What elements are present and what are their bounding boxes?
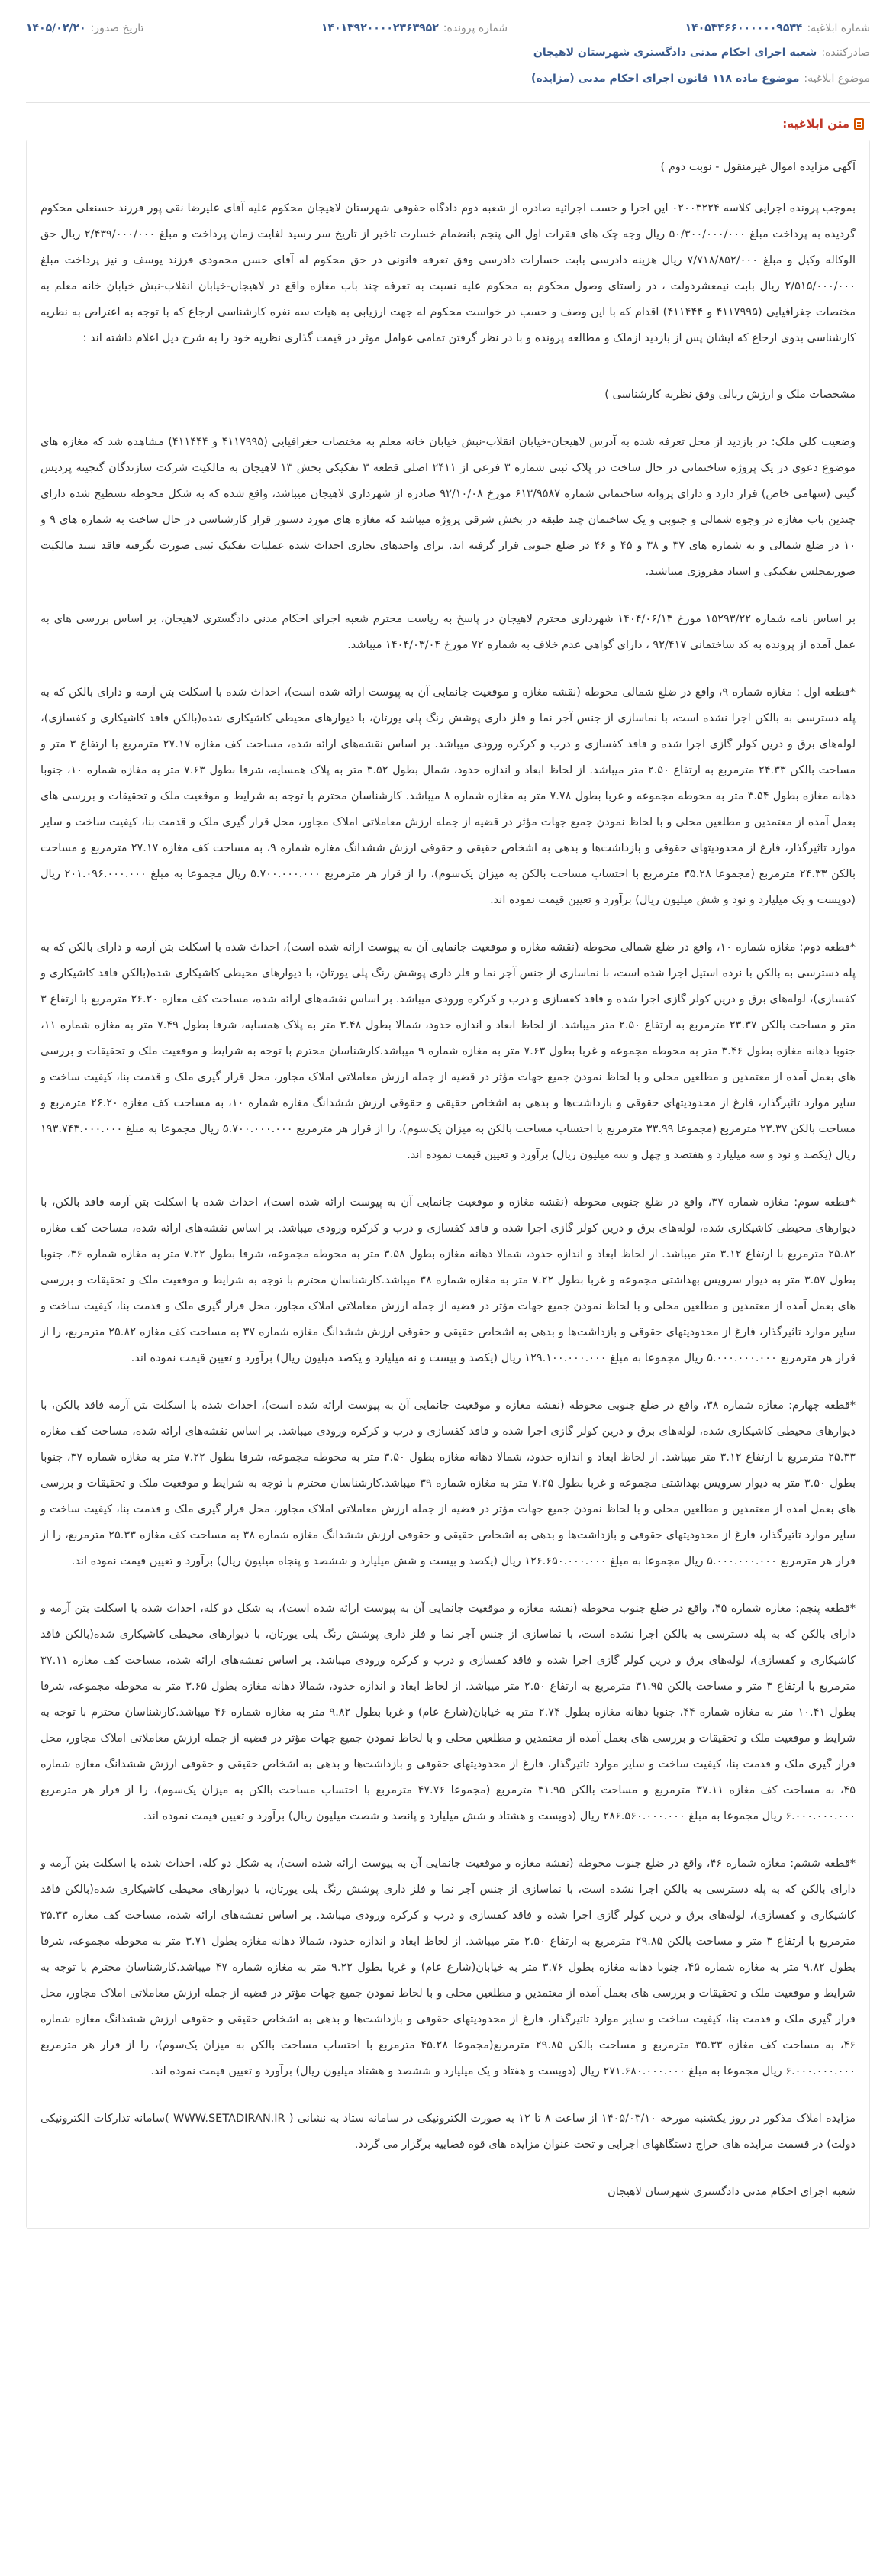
issuer-label: صادرکننده: xyxy=(821,47,870,59)
issue-date-label: تاریخ صدور: xyxy=(90,22,144,34)
intro-heading: آگهی مزایده اموال غیرمنقول - نوبت دوم ) xyxy=(660,161,856,173)
municipality-letter-paragraph: بر اساس نامه شماره ۱۵۲۹۳/۲۲ مورخ ۱۴۰۴/۰۶/۱۳ شهرداری محترم لاهیجان در پاسخ به ریاست محترم شعبه اجرای احکام مدنی دادگستری لاهیجان، بر اساس بررسی های به عمل آمده از پرونده به کد ساختمانی ۹۲/۴۱۷ ، دارای گواهی عدم خلاف به شماره ۷۲ مورخ ۱۴۰۴/۰۳/۰۴ میباشد. xyxy=(40,613,856,651)
lot-1-paragraph: *قطعه اول : مغازه شماره ۹، واقع در ضلع شمالی محوطه (نقشه مغازه و موقعیت جانمایی آن به پیوست ارائه شده است)، احداث شده با اسکلت بتن آرمه و دارای بالکن که به پله دسترسی به بالکن اجرا نشده است، با نماسازی از جنس آجر نما و فلز داری پوشش رنگ پلی یورتان، با دیوارهای محیطی کاشیکاری شده(بالکن فاقد کاشیکاری و کفسازی)، لوله‌های برق و درین کولر گازی اجرا شده و فاقد کفسازی و درب و کرکره ورودی میباشد. بر اساس نقشه‌های ارائه شده، مساحت کف مغازه ۲۷.۱۷ مترمربع با ارتفاع ۳ متر و مساحت بالکن ۲۴.۳۳ مترمربع به ارتفاع ۲.۵۰ متر میباشد. از لحاظ ابعاد و اندازه حدود، شمال بطول ۳.۵۲ متر به پلاک همسایه، شرقا بطول ۷.۶۳ متر به مغازه شماره ۱۰، جنوبا دهانه مغازه بطول ۳.۵۴ متر به محوطه مجموعه و غربا بطول ۷.۷۸ متر به مغازه شماره ۸ میباشد. کارشناسان محترم با توجه به شرایط و موقعیت ملک و تحقیقات و بررسی های بعمل آمده از معتمدین و مطلعین محلی و با لحاظ نمودن جمیع جهات مؤثر در قضیه از جمله ارزش معاملاتی املاک مجاور، محل قرار گیری ملک و قدمت بنا، کیفیت ساخت و سایر موارد تاثیرگذار، فارغ از محدودیتهای حقوقی و بازداشت‌ها و بدهی به اشخاص حقیقی و حقوقی ارزش ششدانگ مغازه شماره ۹، به مساحت کف مغازه ۲۷.۱۷ مترمربع و مساحت بالکن ۲۴.۳۳ مترمربع (مجموعا ۳۵.۲۸ مترمربع با احتساب مساحت بالکن به میزان یک‌سوم)، را از قرار هر مترمربع ۵.۷۰۰.۰۰۰.۰۰۰ ریال مجموعا به مبلغ ۲۰۱.۰۹۶.۰۰۰.۰۰۰ ریال (دویست و یک میلیارد و نود و شش میلیون ریال) برآورد و تعیین قیمت نموده اند. xyxy=(40,686,856,906)
document-icon xyxy=(854,118,864,130)
notice-text-title: متن ابلاغیه: xyxy=(782,117,849,131)
lot-2-paragraph: *قطعه دوم: مغازه شماره ۱۰، واقع در ضلع شمالی محوطه (نقشه مغازه و موقعیت جانمایی آن به پیوست ارائه شده است)، احداث شده با اسکلت بتن آرمه و دارای بالکن که به پله دسترسی به بالکن با نرده استیل اجرا شده است، با نماسازی از جنس آجر نما و فلز داری پوشش رنگ پلی یورتان، با دیوارهای محیطی کاشیکاری شده(بالکن فاقد کاشیکاری و کفسازی)، لوله‌های برق و درین کولر گازی اجرا شده و فاقد کفسازی و درب و کرکره ورودی میباشد. بر اساس نقشه‌های ارائه شده، مساحت کف مغازه ۲۶.۲۰ مترمربع با ارتفاع ۳ متر و مساحت بالکن ۲۳.۳۷ مترمربع به ارتفاع ۲.۵۰ متر میباشد. از لحاظ ابعاد و اندازه حدود، شمالا بطول ۳.۴۸ متر به پلاک همسایه، شرقا بطول ۷.۴۹ متر به مغازه شماره ۱۱، جنوبا دهانه مغازه بطول ۳.۴۶ متر به محوطه مجموعه و غربا بطول ۷.۶۳ متر به مغازه شماره ۹ میباشد.کارشناسان محترم با توجه به شرایط و موقعیت ملک و تحقیقات و بررسی های بعمل آمده از معتمدین و مطلعین محلی و با لحاظ نمودن جمیع جهات مؤثر در قضیه از جمله ارزش معاملاتی املاک مجاور، محل قرار گیری ملک و قدمت بنا، کیفیت ساخت و سایر موارد تاثیرگذار، فارغ از محدودیتهای حقوقی و بازداشت‌ها و بدهی به اشخاص حقیقی و حقوقی ارزش ششدانگ مغازه شماره ۱۰، به مساحت کف مغازه ۲۶.۲۰ مترمربع و مساحت بالکن ۲۳.۳۷ مترمربع (مجموعا ۳۳.۹۹ مترمربع با احتساب مساحت بالکن به میزان یک‌سوم)، را از قرار هر مترمربع ۵.۷۰۰.۰۰۰.۰۰۰ ریال مجموعا به مبلغ ۱۹۳.۷۴۳.۰۰۰.۰۰۰ ریال (یکصد و نود و سه میلیارد و هفتصد و چهل و سه میلیون ریال) برآورد و تعیین قیمت نموده اند. xyxy=(40,941,856,1161)
subject-value: موضوع ماده ۱۱۸ قانون اجرای احکام مدنی (مزایده) xyxy=(531,73,800,85)
lot-6-paragraph: *قطعه ششم: مغازه شماره ۴۶، واقع در ضلع جنوب محوطه (نقشه مغازه و موقعیت جانمایی آن به پیوست ارائه شده است)، به شکل دو کله، احداث شده با اسکلت بتن آرمه و دارای بالکن که به پله دسترسی به بالکن اجرا نشده است، با نماسازی از جنس آجر نما و فلز داری پوشش رنگ پلی یورتان، با دیوارهای محیطی کاشیکاری شده(بالکن فاقد کاشیکاری و کفسازی)، لوله‌های برق و درین کولر گازی اجرا شده و فاقد کفسازی و درب و کرکره ورودی میباشد. بر اساس نقشه‌های ارائه شده، مساحت کف مغازه ۳۵.۳۳ مترمربع با ارتفاع ۳ متر و مساحت بالکن ۲۹.۸۵ مترمربع به ارتفاع ۲.۵۰ متر میباشد. از لحاظ ابعاد و اندازه حدود، شمالا دهانه مغازه بطول ۳.۷۱ متر به محوطه مجموعه، شرقا بطول ۹.۸۲ متر به مغازه شماره ۴۵، جنوبا دهانه مغازه بطول ۳.۷۶ متر به خیابان(شارع عام) و غربا بطول ۹.۲۲ متر به مغازه شماره ۴۷ میباشد.کارشناسان محترم با توجه به شرایط و موقعیت ملک و تحقیقات و بررسی های بعمل آمده از معتمدین و مطلعین محلی و با لحاظ نمودن جمیع جهات مؤثر در قضیه از جمله ارزش معاملاتی املاک مجاور، محل قرار گیری ملک و قدمت بنا، کیفیت ساخت و سایر موارد تاثیرگذار، فارغ از محدودیتهای حقوقی و بازداشت‌ها و بدهی به اشخاص حقیقی و حقوقی ارزش ششدانگ مغازه شماره ۴۶، به مساحت کف مغازه ۳۵.۳۳ مترمربع و مساحت بالکن ۲۹.۸۵ مترمربع(مجموعا ۴۵.۲۸ مترمربع با احتساب مساحت بالکن به میزان یک‌سوم)، را از قرار هر مترمربع ۶.۰۰۰.۰۰۰.۰۰۰ ریال مجموعا به مبلغ ۲۷۱.۶۸۰.۰۰۰.۰۰۰ ریال (دویست و هفتاد و یک میلیارد و ششصد و هشتاد میلیون ریال) برآورد و تعیین قیمت نموده اند. xyxy=(40,1858,856,2077)
auction-info-paragraph: مزایده املاک مذکور در روز یکشنبه مورخه ۱۴۰۵/۰۳/۱۰ از ساعت ۸ تا ۱۲ به صورت الکترونیکی در سامانه ستاد به نشانی ( WWW.SETADIRAN.IR )سامانه تدارکات الکترونیکی دولت) در قسمت مزایده های حراج دستگاههای اجرایی و تحت عنوان مزایده های قوه قضاییه برگزار می گردد. xyxy=(40,2113,856,2151)
subject-line xyxy=(26,66,870,92)
case-number-label: شماره پرونده: xyxy=(443,22,508,34)
lot-3-paragraph: *قطعه سوم: مغازه شماره ۳۷، واقع در ضلع جنوبی محوطه (نقشه مغازه و موقعیت جانمایی آن به پیوست ارائه شده است)، احداث شده با اسکلت بتن آرمه فاقد بالکن، با دیوارهای محیطی کاشیکاری شده، لوله‌های برق و درین کولر گازی اجرا شده و فاقد کفسازی و درب و کرکره ورودی میباشد. بر اساس نقشه‌های ارائه شده، مساحت کف مغازه ۲۵.۸۲ مترمربع با ارتفاع ۳.۱۲ متر میباشد. از لحاظ ابعاد و اندازه حدود، شمالا دهانه مغازه بطول ۳.۵۸ متر به محوطه مجموعه، شرقا بطول ۷.۲۲ متر به مغازه شماره ۳۶، جنوبا بطول ۳.۵۷ متر به دیوار سرویس بهداشتی مجموعه و غربا بطول ۷.۲۲ متر به مغازه شماره ۳۸ میباشد.کارشناسان محترم با توجه به شرایط و موقعیت ملک و تحقیقات و بررسی های بعمل آمده از معتمدین و مطلعین محلی و با لحاظ نمودن جمیع جهات مؤثر در قضیه از جمله ارزش معاملاتی املاک مجاور، محل قرار گیری ملک و قدمت بنا، کیفیت ساخت و سایر موارد تاثیرگذار، فارغ از محدودیتهای حقوقی و بازداشت‌ها و بدهی به اشخاص حقیقی و حقوقی ارزش ششدانگ مغازه شماره ۳۷ به مساحت کف مغازه ۲۵.۸۲ مترمربع، را از قرار هر مترمربع ۵.۰۰۰.۰۰۰.۰۰۰ ریال مجموعا به مبلغ ۱۲۹.۱۰۰.۰۰۰.۰۰۰ ریال (یکصد و بیست و نه میلیارد و یکصد میلیون ریال) برآورد و تعیین قیمت نموده اند. xyxy=(40,1196,856,1364)
case-number xyxy=(321,22,508,34)
subject-label: موضوع ابلاغیه: xyxy=(804,73,870,85)
specs-heading: مشخصات ملک و ارزش ریالی وفق نظریه کارشناسی ) xyxy=(604,389,856,401)
notice-number-value: ۱۴۰۵۳۴۶۶۰۰۰۰۰۰۹۵۳۴ xyxy=(685,22,803,34)
notice-number xyxy=(685,22,870,34)
issuer-line xyxy=(26,40,870,66)
lot-4-paragraph: *قطعه چهارم: مغازه شماره ۳۸، واقع در ضلع جنوبی محوطه (نقشه مغازه و موقعیت جانمایی آن به پیوست ارائه شده است)، احداث شده با اسکلت بتن آرمه فاقد بالکن، با دیوارهای محیطی کاشیکاری شده، لوله‌های برق و درین کولر گازی اجرا شده و فاقد کفسازی و درب و کرکره ورودی میباشد. بر اساس نقشه‌های ارائه شده، مساحت کف مغازه ۲۵.۳۳ مترمربع با ارتفاع ۳.۱۲ متر میباشد. از لحاظ ابعاد و اندازه حدود، شمالا دهانه مغازه بطول ۳.۵۰ متر به محوطه مجموعه، شرقا بطول ۷.۲۲ متر به مغازه شماره ۳۷، جنوبا بطول ۳.۵۰ متر به دیوار سرویس بهداشتی مجموعه و غربا بطول ۷.۲۵ متر به مغازه شماره ۳۹ میباشد.کارشناسان محترم با توجه به شرایط و موقعیت ملک و تحقیقات و بررسی های بعمل آمده از معتمدین و مطلعین محلی و با لحاظ نمودن جمیع جهات مؤثر در قضیه از جمله ارزش معاملاتی املاک مجاور، محل قرار گیری ملک و قدمت بنا، کیفیت ساخت و سایر موارد تاثیرگذار، فارغ از محدودیتهای حقوقی و بازداشت‌ها و بدهی به اشخاص حقیقی و حقوقی ارزش ششدانگ مغازه شماره ۳۸ به مساحت کف مغازه ۲۵.۳۳ مترمربع، را از قرار هر مترمربع ۵.۰۰۰.۰۰۰.۰۰۰ ریال مجموعا به مبلغ ۱۲۶.۶۵۰.۰۰۰.۰۰۰ ریال (یکصد و بیست و شش میلیارد و ششصد و پنجاه میلیون ریال) برآورد و تعیین قیمت نموده اند. xyxy=(40,1399,856,1567)
issue-date-value: ۱۴۰۵/۰۲/۲۰ xyxy=(26,22,86,34)
lot-5-paragraph: *قطعه پنجم: مغازه شماره ۴۵، واقع در ضلع جنوب محوطه (نقشه مغازه و موقعیت جانمایی آن به پیوست ارائه شده است)، به شکل دو کله، احداث شده با اسکلت بتن آرمه و دارای بالکن که به پله دسترسی به بالکن اجرا نشده است، با نماسازی از جنس آجر نما و فلز داری پوشش رنگ پلی یورتان، با دیوارهای محیطی کاشیکاری شده(بالکن فاقد کاشیکاری و کفسازی)، لوله‌های برق و درین کولر گازی اجرا شده و فاقد کفسازی و درب و کرکره ورودی میباشد. بر اساس نقشه‌های ارائه شده، مساحت کف مغازه ۳۷.۱۱ مترمربع با ارتفاع ۳ متر و مساحت بالکن ۳۱.۹۵ مترمربع به ارتفاع ۲.۵۰ متر میباشد. از لحاظ ابعاد و اندازه حدود، شمالا دهانه مغازه بطول ۳.۶۵ متر به محوطه مجموعه، شرقا بطول ۱۰.۴۱ متر به مغازه شماره ۴۴، جنوبا دهانه مغازه بطول ۲.۷۴ متر به خیابان(شارع عام) و غربا بطول ۹.۸۲ متر به مغازه شماره ۴۶ میباشد.کارشناسان محترم با توجه به شرایط و موقعیت ملک و تحقیقات و بررسی های بعمل آمده از معتمدین و مطلعین محلی و با لحاظ نمودن جمیع جهات مؤثر در قضیه از جمله ارزش معاملاتی املاک مجاور، محل قرار گیری ملک و قدمت بنا، کیفیت ساخت و سایر موارد تاثیرگذار، فارغ از محدودیتهای حقوقی و بازداشت‌ها و بدهی به اشخاص حقیقی و حقوقی ارزش ششدانگ مغازه شماره ۴۵، به مساحت کف مغازه ۳۷.۱۱ مترمربع و مساحت بالکن ۳۱.۹۵ مترمربع (مجموعا ۴۷.۷۶ مترمربع با احتساب مساحت بالکن به میزان یک‌سوم)، را از قرار هر مترمربع ۶.۰۰۰.۰۰۰.۰۰۰ ریال مجموعا به مبلغ ۲۸۶.۵۶۰.۰۰۰.۰۰۰ ریال (دویست و هشتاد و شش میلیارد و پانصد و شصت میلیون ریال) برآورد و تعیین قیمت نموده اند. xyxy=(40,1603,856,1822)
issue-date xyxy=(26,22,143,34)
intro-paragraph: بموجب پرونده اجرایی کلاسه ۰۲۰۰۳۲۲۴ این اجرا و حسب اجرائیه صادره از شعبه دوم دادگاه حقوقی شهرستان لاهیجان محکوم علیه آقای علیرضا نقی پور فرزند حسنعلی محکوم گردیده به پرداخت مبلغ ۵۰/۳۰۰/۰۰۰/۰۰۰ ریال وجه چک های فقرات اول الی پنجم بانضمام خسارت تاخیر از تاریخ سر رسید لغایت زمان پرداخت و مبلغ ۲/۴۳۹/۰۰۰/۰۰۰ ریال حق الوکاله وکیل و مبلغ ۷/۷۱۸/۸۵۲/۰۰۰ ریال هزینه دادرسی بابت خسارات دادرسی وفق تعرفه قانونی در حق محکوم له آقای حسن محمودی فرزند یوسف و نیز پرداخت مبلغ ۲/۵۱۵/۰۰۰/۰۰۰ ریال بابت نیمعشردولت ، در راستای وصول محکوم به محکوم علیه نسبت به تعرفه چند باب مغازه واقع در لاهیجان-خیابان انقلاب-نبش خیابان خانه معلم به مختصات جغرافیایی (۴۱۱۷۹۹۵ و ۴۱۱۴۴۴) اقدام که با این وصف و حسب در خواست محکوم له جهت ارزیابی به هیات سه نفره کارشناسی ارجاع که با توجه به اعتراض به نظریه کارشناسی بدوی ارجاع که ایشان پس از بازدید ازملک و مطالعه پرونده و با در نظر گرفتن تمامی عوامل موثر در قیمت گذاری نظریه خود را به شرح ذیل اعلام داشته اند : xyxy=(40,202,856,344)
signature: شعبه اجرای احکام مدنی دادگستری شهرستان لاهیجان xyxy=(608,2186,856,2198)
general-status-paragraph: وضعیت کلی ملک: در بازدید از محل تعرفه شده به آدرس لاهیجان-خیابان انقلاب-نبش خیابان خانه معلم به مختصات جغرافیایی (۴۱۱۷۹۹۵ و ۴۱۱۴۴۴) مشاهده شد که مغازه های موضوع دعوی در یک پروژه ساختمانی در حال ساخت در پلاک ثبتی شماره ۳ فرعی از ۲۴۱۱ اصلی قطعه ۳ تفکیکی بخش ۱۳ لاهیجان به مالکیت شرکت سازندگان گنجینه پردیس گیتی (سهامی خاص) قرار دارد و دارای پروانه ساختمانی شماره ۶۱۳/۹۵۸۷ مورخ ۹۲/۱۰/۰۸ صادره از شهرداری لاهیجان میباشد، واقع شده که به شکل محوطه تسطیح شده دارای چندین باب مغازه در وجوه شمالی و جنوبی و یک ساختمان چند طبقه در بخش شرقی پروژه میباشد که مغازه های مورد دستور قرار کارشناسی در حال ساخت به شماره های ۹ و ۱۰ در ضلع شمالی و به شماره های ۳۷ و ۳۸ و ۴۵ و ۴۶ در ضلع جنوبی قرار گرفته اند. برای واحدهای تجاری احداث شده عملیات تفکیک ثبتی صورت نگرفته فاقد سند مالکیت صورتمجلس تفکیکی و اسناد مفروزی میباشند. xyxy=(40,436,856,578)
notice-number-label: شماره ابلاغیه: xyxy=(807,22,870,34)
notice-text-heading xyxy=(26,103,870,140)
notice-body xyxy=(26,140,870,2229)
case-number-value: ۱۴۰۱۳۹۲۰۰۰۰۲۳۶۳۹۵۲ xyxy=(321,22,439,34)
issuer-value: شعبه اجرای احکام مدنی دادگستری شهرستان لاهیجان xyxy=(533,47,817,59)
notice-meta-row xyxy=(26,17,870,40)
